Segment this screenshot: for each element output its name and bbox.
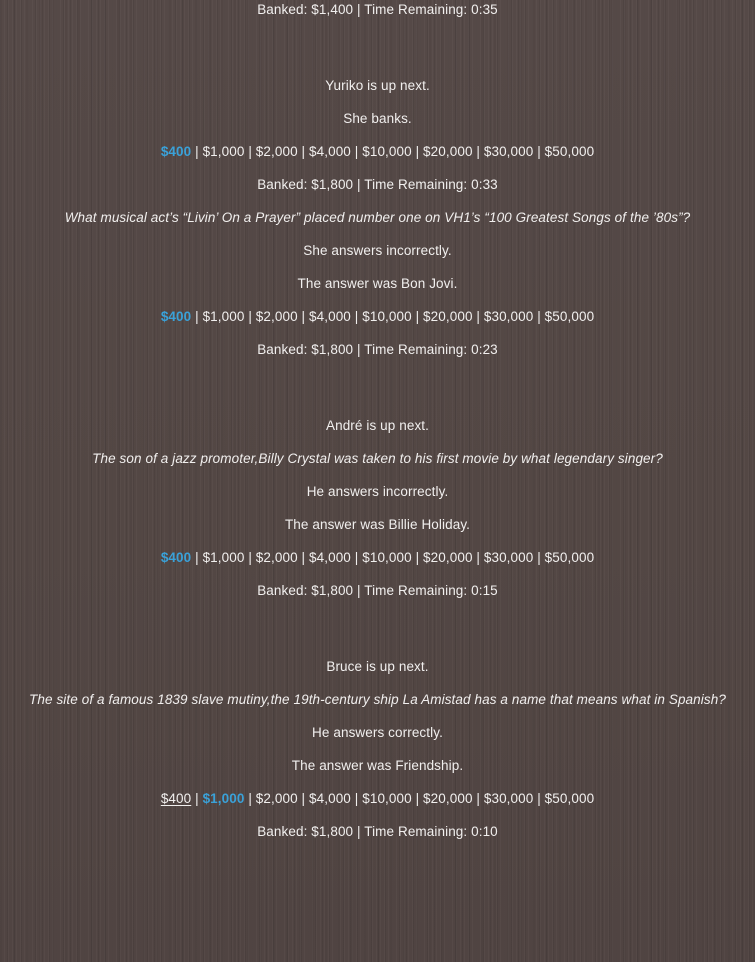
money-chain — [0, 790, 755, 807]
money-value: $2,000 — [255, 309, 298, 324]
chain-separator: | — [411, 144, 424, 159]
money-chain — [0, 308, 755, 325]
question-line: The son of a jazz promoter,Billy Crystal was taken to his first movie by what legendary singer? — [92, 451, 663, 466]
money-value: $4,000 — [309, 309, 351, 324]
chain-separator: | — [411, 309, 424, 324]
chain-separator: | — [350, 550, 363, 565]
money-value: $20,000 — [423, 791, 473, 806]
money-value: $1,000 — [202, 791, 245, 806]
chain-separator: | — [191, 550, 203, 565]
money-value: $50,000 — [544, 791, 595, 806]
chain-separator: | — [411, 791, 424, 806]
chain-separator: | — [411, 550, 424, 565]
chain-separator: | — [191, 309, 203, 324]
correct-answer-line: The answer was Bon Jovi. — [297, 276, 458, 291]
money-value: $10,000 — [362, 309, 412, 324]
chain-separator: | — [350, 144, 363, 159]
money-value: $2,000 — [255, 550, 298, 565]
money-value: $2,000 — [255, 144, 298, 159]
money-value: $30,000 — [483, 791, 534, 806]
money-value: $1,000 — [202, 309, 245, 324]
money-value: $400 — [160, 309, 192, 324]
question-line: What musical act’s “Livin’ On a Prayer” placed number one on VH1’s “100 Greatest Songs of the ’80s”? — [64, 210, 691, 225]
chain-separator: | — [244, 309, 256, 324]
money-value: $400 — [160, 144, 192, 159]
bank-status-line: Banked: $1,800 | Time Remaining: 0:15 — [257, 583, 498, 598]
money-value: $30,000 — [483, 550, 534, 565]
money-value: $4,000 — [309, 550, 351, 565]
money-value: $10,000 — [362, 791, 412, 806]
bank-status-line: Banked: $1,800 | Time Remaining: 0:23 — [257, 342, 498, 357]
money-value: $30,000 — [483, 144, 534, 159]
money-chain — [0, 143, 755, 160]
money-value: $4,000 — [309, 144, 351, 159]
chain-separator: | — [244, 791, 256, 806]
money-value: $10,000 — [362, 144, 412, 159]
bank-status-line: Banked: $1,800 | Time Remaining: 0:10 — [257, 824, 498, 839]
money-value: $50,000 — [544, 144, 595, 159]
correct-answer-line: The answer was Billie Holiday. — [284, 517, 471, 532]
chain-separator: | — [244, 144, 256, 159]
answer-result-line: He answers incorrectly. — [306, 484, 449, 499]
chain-separator: | — [533, 550, 545, 565]
chain-separator: | — [533, 144, 545, 159]
chain-separator: | — [533, 309, 545, 324]
bank-status-line: Banked: $1,800 | Time Remaining: 0:33 — [257, 177, 498, 192]
money-value: $4,000 — [309, 791, 351, 806]
money-value: $30,000 — [483, 309, 534, 324]
up-next-line: Yuriko is up next. — [325, 78, 430, 93]
money-value: $20,000 — [423, 550, 473, 565]
money-chain — [0, 549, 755, 566]
chain-separator: | — [297, 550, 310, 565]
money-value: $1,000 — [202, 550, 245, 565]
chain-separator: | — [472, 144, 484, 159]
answer-result-line: She answers incorrectly. — [303, 243, 452, 258]
money-value: $400 — [160, 550, 192, 565]
money-value: $20,000 — [423, 144, 473, 159]
correct-answer-line: The answer was Friendship. — [291, 758, 464, 773]
up-next-line: Bruce is up next. — [326, 659, 429, 674]
bank-status-line: Banked: $1,400 | Time Remaining: 0:35 — [257, 2, 498, 17]
chain-separator: | — [297, 791, 310, 806]
chain-separator: | — [191, 144, 203, 159]
chain-separator: | — [350, 309, 363, 324]
narration-line: She banks. — [343, 111, 412, 126]
chain-separator: | — [297, 309, 310, 324]
chain-separator: | — [244, 550, 256, 565]
chain-separator: | — [350, 791, 363, 806]
chain-separator: | — [533, 791, 545, 806]
money-value: $400 — [160, 791, 192, 806]
chain-separator: | — [472, 791, 484, 806]
answer-result-line: He answers correctly. — [312, 725, 443, 740]
up-next-line: André is up next. — [325, 418, 429, 433]
money-value: $2,000 — [255, 791, 298, 806]
chain-separator: | — [297, 144, 310, 159]
money-value: $20,000 — [423, 309, 473, 324]
money-value: $50,000 — [544, 309, 595, 324]
chain-separator: | — [472, 309, 484, 324]
chain-separator: | — [472, 550, 484, 565]
question-line: The site of a famous 1839 slave mutiny,the 19th-century ship La Amistad has a name that means what in Spanish? — [29, 692, 726, 707]
money-value: $10,000 — [362, 550, 412, 565]
money-value: $50,000 — [544, 550, 595, 565]
money-value: $1,000 — [202, 144, 245, 159]
chain-separator: | — [191, 791, 203, 806]
